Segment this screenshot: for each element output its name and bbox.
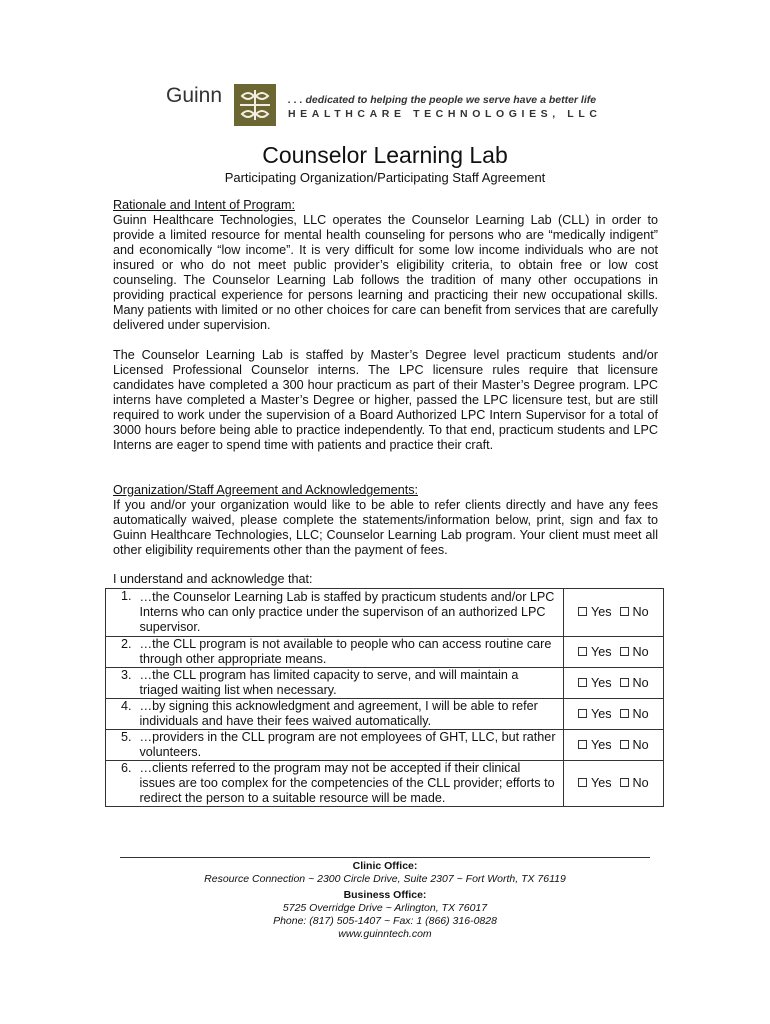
no-checkbox[interactable] xyxy=(620,647,629,656)
phone-fax: Phone: (817) 505-1407 ~ Fax: 1 (866) 316-0828 xyxy=(273,915,497,927)
no-option[interactable] xyxy=(620,776,649,790)
yes-checkbox[interactable] xyxy=(578,678,587,687)
staffing-section xyxy=(113,348,658,453)
clinic-office-label xyxy=(0,860,770,873)
ack-row-options xyxy=(563,761,663,807)
yes-label: Yes xyxy=(591,605,612,619)
ack-row-text: …the Counselor Learning Lab is staffed by practicum students and/or LPC Interns who can only practice under the supervison of an authorized LPC supervisor. xyxy=(135,589,563,637)
letterhead xyxy=(166,84,626,130)
ack-row-options xyxy=(563,589,663,637)
rationale-paragraph-1: Guinn Healthcare Technologies, LLC operates the Counselor Learning Lab (CLL) in order to provide a limited resource for mental health counseling for persons who are “medically indigent” and economically “low income”. It is very difficult for some low income individuals who are not insured or who do not meet public provider’s eligibility criteria, to obtain free or low cost counseling. The Counselor Learning Lab follows the tradition of many other occupations in providing practical experience for persons learning and practicing their new occupational skills. Many patients with limited or no other choices for care can benefit from services that are carefully delivered under supervision. xyxy=(113,213,658,332)
yes-label: Yes xyxy=(591,737,612,752)
no-option[interactable] xyxy=(620,738,649,752)
yes-option[interactable] xyxy=(578,738,612,752)
page-subtitle: Participating Organization/Participating Staff Agreement xyxy=(224,170,546,185)
logo-emblem-icon xyxy=(234,84,276,126)
ack-row-number: 3. xyxy=(106,668,136,699)
ack-row-number: 5. xyxy=(106,730,136,761)
no-label: No xyxy=(632,737,649,752)
ack-row-text: …by signing this acknowledgment and agreement, I will be able to refer individuals and have their fees waived automatically. xyxy=(135,699,563,730)
yes-label: Yes xyxy=(591,675,612,690)
no-checkbox[interactable] xyxy=(620,740,629,749)
logo-word: Guinn xyxy=(166,84,223,107)
ack-row-number: 1. xyxy=(106,589,136,637)
no-option[interactable] xyxy=(620,645,649,659)
no-checkbox[interactable] xyxy=(620,709,629,718)
agreement-heading: Organization/Staff Agreement and Acknowledgements: xyxy=(113,483,419,497)
yes-option[interactable] xyxy=(578,645,612,659)
company-name: HEALTHCARE TECHNOLOGIES, LLC xyxy=(288,108,602,120)
rationale-paragraph-2: The Counselor Learning Lab is staffed by Master’s Degree level practicum students and/or Licensed Professional Counselor interns. The LPC licensure rules require that licensure candidates have completed a 300 hour practicum as part of their Master’s Degree program. LPC interns have completed a Master’s Degree or higher, passed the LPC licensure test, but are still required to work under the supervision of a Board Authorized LPC Intern Supervisor for a total of 3000 hours before being able to practice independently. To that end, practicum students and LPC Interns are eager to spend time with patients and practice their craft. xyxy=(113,348,658,452)
ack-row xyxy=(106,699,664,730)
no-checkbox[interactable] xyxy=(620,778,629,787)
rationale-heading: Rationale and Intent of Program: xyxy=(113,198,296,212)
ack-intro xyxy=(113,572,658,587)
rationale-section xyxy=(113,198,658,333)
tagline: . . . dedicated to helping the people we serve have a better life xyxy=(288,94,597,106)
no-option[interactable] xyxy=(620,707,649,721)
yes-checkbox[interactable] xyxy=(578,709,587,718)
no-label: No xyxy=(632,675,649,690)
yes-checkbox[interactable] xyxy=(578,647,587,656)
no-checkbox[interactable] xyxy=(620,607,629,616)
yes-label: Yes xyxy=(591,706,612,721)
yes-label: Yes xyxy=(591,644,612,659)
website: www.guinntech.com xyxy=(338,928,432,940)
ack-row-number: 2. xyxy=(106,637,136,668)
ack-row xyxy=(106,730,664,761)
agreement-paragraph: If you and/or your organization would like to be able to refer clients directly and have any fees automatically waived, please complete the statements/information below, print, sign and fax to Guinn Healthcare Technologies, LLC; Counselor Learning Lab program. Your client must meet all other eligibility requirements other than the payment of fees. xyxy=(113,498,658,557)
acknowledgement-table xyxy=(105,588,664,807)
ack-row xyxy=(106,668,664,699)
yes-checkbox[interactable] xyxy=(578,607,587,616)
ack-row-text: …the CLL program has limited capacity to serve, and will maintain a triaged waiting list when necessary. xyxy=(135,668,563,699)
clinic-address: Resource Connection ~ 2300 Circle Drive, Suite 2307 ~ Fort Worth, TX 76119 xyxy=(204,873,566,885)
footer-divider xyxy=(120,857,650,858)
ack-row-options xyxy=(563,699,663,730)
no-checkbox[interactable] xyxy=(620,678,629,687)
yes-checkbox[interactable] xyxy=(578,740,587,749)
yes-checkbox[interactable] xyxy=(578,778,587,787)
no-label: No xyxy=(632,706,649,721)
agreement-section xyxy=(113,483,658,558)
yes-option[interactable] xyxy=(578,605,612,619)
no-label: No xyxy=(632,644,649,659)
page-title: Counselor Learning Lab xyxy=(262,142,508,168)
ack-row-number: 4. xyxy=(106,699,136,730)
ack-row xyxy=(106,589,664,637)
yes-option[interactable] xyxy=(578,676,612,690)
ack-row xyxy=(106,761,664,807)
ack-row-text: …providers in the CLL program are not employees of GHT, LLC, but rather volunteers. xyxy=(135,730,563,761)
ack-row-number: 6. xyxy=(106,761,136,807)
ack-row-options xyxy=(563,730,663,761)
business-office-label: Business Office: xyxy=(343,889,427,901)
no-option[interactable] xyxy=(620,676,649,690)
ack-row-options xyxy=(563,668,663,699)
no-label: No xyxy=(632,776,649,790)
yes-option[interactable] xyxy=(578,707,612,721)
no-label: No xyxy=(632,605,649,619)
yes-option[interactable] xyxy=(578,776,612,790)
clinic-label: Clinic Office: xyxy=(352,860,418,872)
ack-intro-text: I understand and acknowledge that: xyxy=(113,572,313,586)
no-option[interactable] xyxy=(620,605,649,619)
yes-label: Yes xyxy=(591,776,612,790)
business-address: 5725 Overridge Drive ~ Arlington, TX 76017 xyxy=(282,902,488,914)
ack-row-options xyxy=(563,637,663,668)
ack-row xyxy=(106,637,664,668)
ack-row-text: …clients referred to the program may not be accepted if their clinical issues are too complex for the competencies of the CLL provider; efforts to redirect the person to a suitable resource will be made. xyxy=(135,761,563,807)
ack-row-text: …the CLL program is not available to people who can access routine care through other appropriate means. xyxy=(135,637,563,668)
